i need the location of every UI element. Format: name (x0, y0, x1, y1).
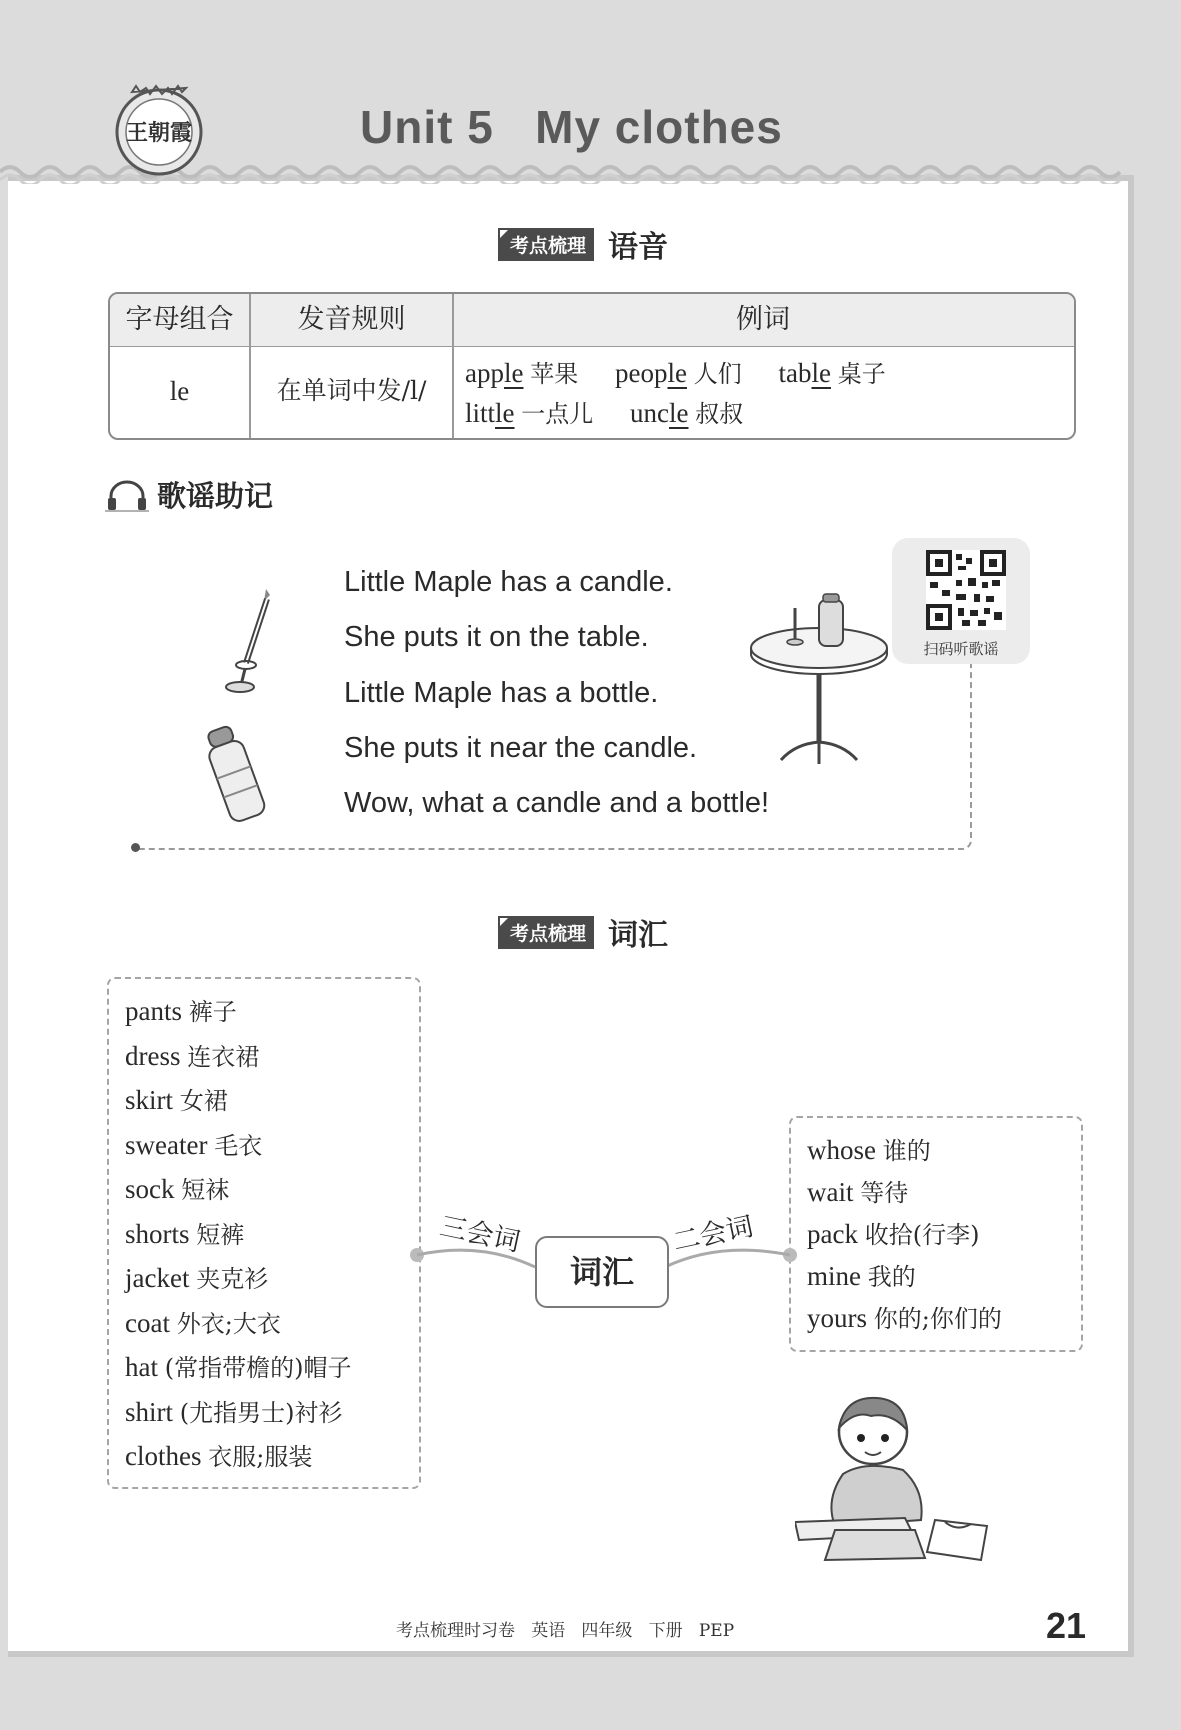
vocab-item: pants 裤子 (125, 996, 237, 1026)
vocab-item: sweater 毛衣 (125, 1129, 263, 1160)
header-examples: 例词 (736, 304, 790, 335)
table-illustration (745, 592, 893, 768)
section-tag: 考点梳理 (498, 916, 594, 949)
song-line: Wow, what a candle and a bottle! (344, 787, 770, 819)
page-number: 21 (1046, 1605, 1087, 1646)
song-label-text: 歌谣助记 (157, 479, 274, 513)
vocab-item: hat (常指带檐的)帽子 (125, 1352, 352, 1382)
example-word: people 人们 (614, 358, 742, 388)
song-line: Little Maple has a candle. (344, 566, 673, 598)
qr-code-box[interactable] (892, 538, 1030, 664)
svg-text:王朝霞: 王朝霞 (125, 120, 193, 146)
right-branch-label: 二会词 (670, 1210, 756, 1259)
example-word: apple 苹果 (465, 358, 579, 388)
vocab-section-header (498, 910, 668, 954)
pronunciation-title: 语音 (608, 230, 669, 265)
header-combination: 字母组合 (125, 304, 234, 335)
qr-label: 扫码听歌谣 (923, 640, 999, 658)
footer-text: 考点梳理时习卷 英语 四年级 下册 PEP (396, 1621, 735, 1641)
song-label (105, 474, 273, 515)
examples-line-1 (465, 354, 916, 389)
song-line: Little Maple has a bottle. (344, 677, 659, 709)
bottle-illustration (204, 720, 279, 825)
song-line: She puts it on the table. (344, 621, 649, 653)
examples-line-2 (465, 394, 773, 429)
candle-illustration (218, 585, 278, 695)
publisher-logo (112, 82, 206, 176)
song-line: She puts it near the candle. (344, 732, 698, 764)
left-branch-label: 三会词 (437, 1210, 523, 1259)
section-tag: 考点梳理 (498, 228, 594, 261)
headphones-icon (105, 478, 149, 512)
phonics-table (108, 292, 1076, 440)
vocab-center-node: 词汇 (535, 1236, 669, 1308)
example-word: table 桌子 (778, 358, 886, 388)
vocab-item: clothes 衣服;服装 (125, 1441, 313, 1471)
vocab-item: pack 收拾(行李) (807, 1219, 980, 1249)
header-rule: 发音规则 (297, 304, 406, 335)
unit-title: Unit 5 My clothes (360, 101, 783, 153)
vocab-item: whose 谁的 (807, 1135, 931, 1165)
vocab-item: shirt (尤指男士)衬衫 (125, 1396, 343, 1427)
vocab-item: mine 我的 (807, 1261, 916, 1291)
pronunciation-section-header (498, 222, 668, 266)
vocab-item: jacket 夹克衫 (125, 1263, 269, 1293)
song-frame-dot (131, 843, 140, 852)
vocab-item: dress 连衣裙 (125, 1040, 260, 1071)
cell-combination: le (169, 376, 190, 406)
qr-code-icon (926, 550, 1006, 630)
vocab-item: wait 等待 (807, 1177, 909, 1207)
vocab-item: sock 短袜 (125, 1174, 230, 1204)
vocab-item: skirt 女裙 (125, 1085, 228, 1115)
example-word: uncle 叔叔 (630, 398, 744, 428)
boy-illustration (795, 1390, 995, 1570)
example-word: little 一点儿 (465, 398, 594, 428)
vocab-item: yours 你的;你们的 (807, 1303, 1002, 1333)
vocab-item: shorts 短裤 (125, 1218, 245, 1249)
cell-rule: 在单词中发/l/ (276, 376, 427, 405)
vocab-item: coat 外衣;大衣 (125, 1307, 281, 1338)
vocab-title: 词汇 (608, 918, 669, 953)
